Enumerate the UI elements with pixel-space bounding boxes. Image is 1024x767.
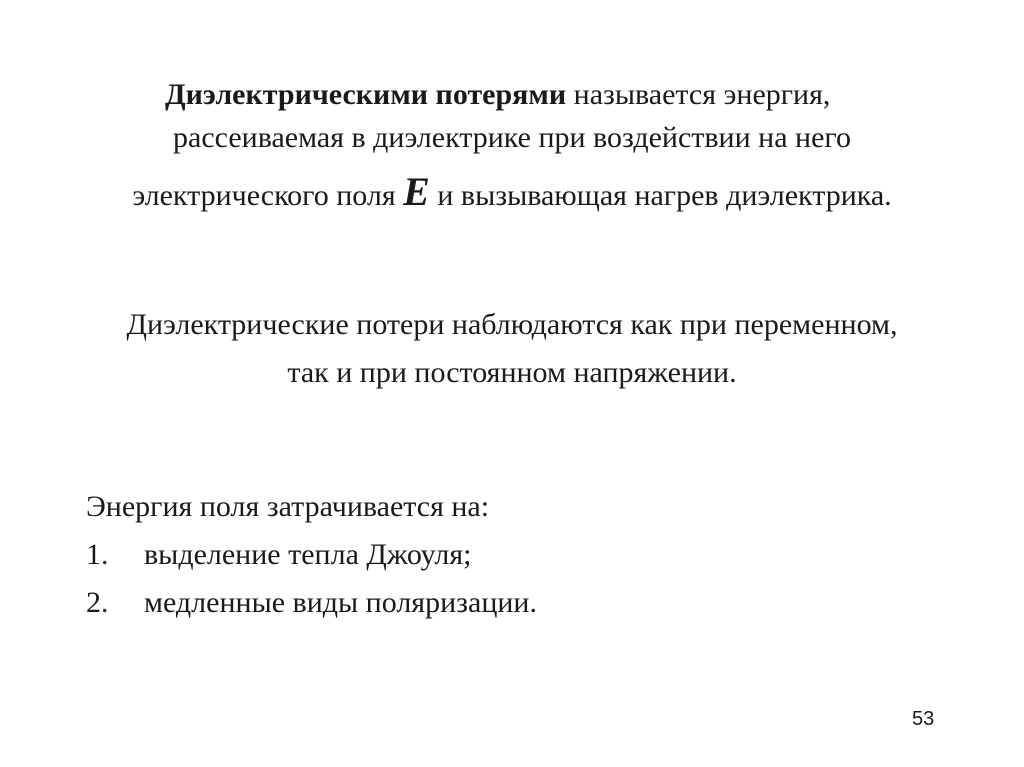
energy-list-intro: Энергия поля затрачивается на: xyxy=(86,490,490,523)
list-item-number: 2. xyxy=(86,586,109,619)
definition-line-3-start: электрического поля xyxy=(132,179,404,212)
page-number: 53 xyxy=(912,708,935,730)
list-item-text: выделение тепла Джоуля; xyxy=(144,538,472,571)
observation-line-1: Диэлектрические потери наблюдаются как при переменном, xyxy=(126,308,898,341)
definition-line-1-text: называется энергия, xyxy=(566,78,831,111)
definition-line-3 xyxy=(0,169,1024,214)
definition-line-3-end: и вызывающая нагрев диэлектрика. xyxy=(429,179,892,212)
list-item-number: 1. xyxy=(86,538,109,571)
field-symbol-e: E xyxy=(403,169,430,214)
definition-term: Диэлектрическими потерями xyxy=(165,78,567,111)
definition-line-1 xyxy=(165,78,830,112)
list-item-text: медленные виды поляризации. xyxy=(144,586,537,619)
observation-line-2: так и при постоянном напряжении. xyxy=(287,356,737,389)
energy-list xyxy=(86,490,537,634)
list-item xyxy=(86,538,537,586)
definition-line-2: рассеиваемая в диэлектрике при воздействии на него xyxy=(173,121,851,154)
list-item xyxy=(86,586,537,634)
